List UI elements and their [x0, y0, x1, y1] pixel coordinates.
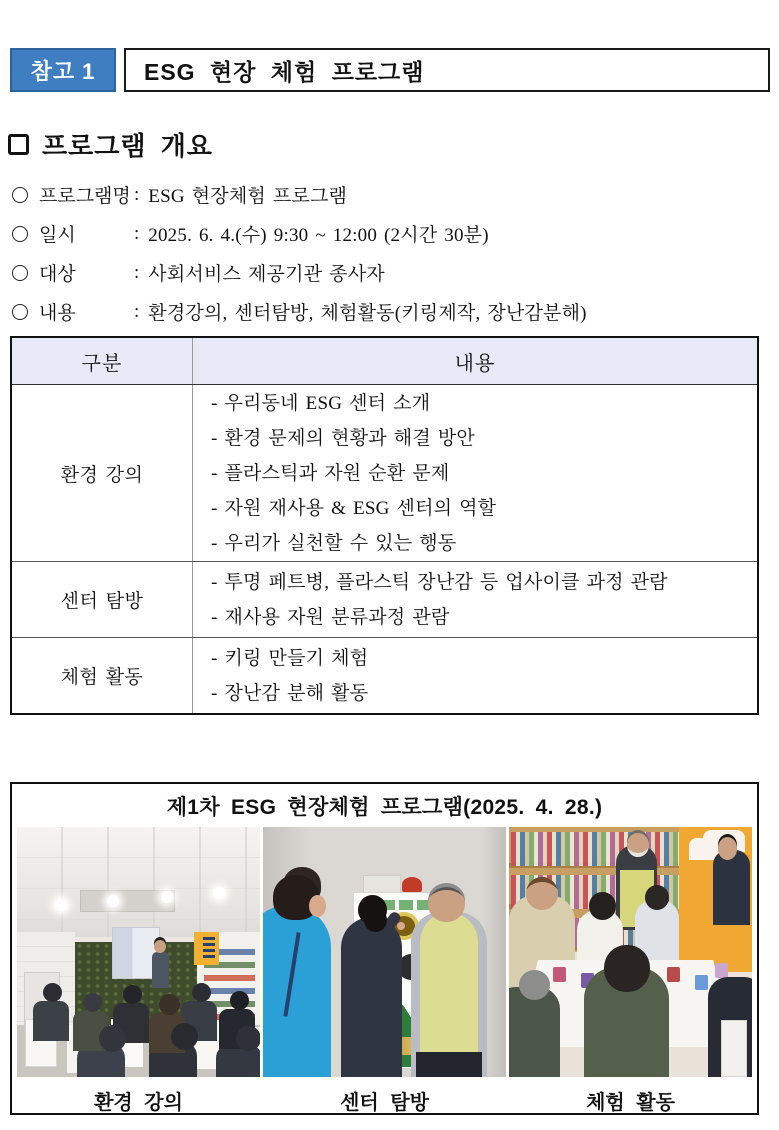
circle-bullet-icon — [12, 304, 28, 320]
photo-center-tour — [263, 827, 506, 1077]
overview-item — [12, 214, 770, 253]
content-line: - 키링 만들기 체험 — [211, 647, 369, 669]
item-colon: : — [134, 300, 140, 322]
table-row — [12, 562, 757, 638]
reference-badge: 참고 1 — [10, 48, 116, 92]
photo-caption: 환경 강의 — [94, 1092, 183, 1114]
document-title-box — [124, 48, 770, 92]
content-line: - 장난감 분해 활동 — [211, 682, 369, 704]
overview-item — [12, 292, 770, 331]
row-category: 환경 강의 — [12, 385, 193, 561]
foreground-person-left-head — [519, 970, 551, 1000]
photo-row — [17, 827, 752, 1115]
content-line: - 환경 문제의 현황과 해결 방안 — [211, 427, 475, 449]
program-table — [10, 336, 759, 715]
overview-section-header — [8, 126, 213, 163]
air-duct — [80, 890, 174, 912]
circle-bullet-icon — [12, 265, 28, 281]
row-content — [193, 638, 757, 713]
presenter-head — [154, 940, 166, 953]
audience-heads — [43, 983, 62, 1002]
row-category: 센터 탐방 — [12, 562, 193, 637]
photo-caption: 센터 탐방 — [340, 1092, 429, 1114]
item-value: ESG 현장체험 프로그램 — [148, 186, 348, 207]
document-header — [10, 48, 770, 92]
seated-person-beige-head — [526, 877, 558, 910]
section-heading: 프로그램 개요 — [42, 131, 213, 161]
table-row — [12, 638, 757, 713]
seated-person-white-head — [589, 892, 616, 920]
visitor-hand — [397, 922, 405, 930]
overview-item — [12, 175, 770, 214]
gallery-title: 제1차 ESG 현장체험 프로그램(2025. 4. 28.) — [166, 796, 603, 819]
photo-environment-lecture — [17, 827, 260, 1077]
table-header-row — [12, 338, 757, 385]
visitor-dark-jacket — [341, 917, 402, 1077]
item-colon: : — [134, 222, 140, 244]
row-content — [193, 562, 757, 637]
circle-bullet-icon — [12, 187, 28, 203]
item-colon: : — [134, 183, 140, 205]
item-colon: : — [134, 261, 140, 283]
photo-craft-activity — [509, 827, 752, 1077]
column-header-category: 구분 — [12, 338, 193, 384]
content-line: - 재사용 자원 분류과정 관람 — [211, 606, 450, 628]
sign-text — [203, 937, 215, 960]
table-row — [12, 385, 757, 562]
staff-head — [428, 887, 464, 922]
gallery-item — [263, 827, 506, 1115]
overview-list — [12, 175, 770, 331]
craft-cups — [553, 967, 566, 982]
item-label: 프로그램명 — [39, 186, 131, 207]
document-title: ESG 현장 체험 프로그램 — [144, 58, 425, 85]
item-label: 일시 — [39, 225, 76, 246]
visitor-blue-face — [309, 895, 326, 918]
square-bullet-icon — [8, 134, 29, 155]
item-value: 사회서비스 제공기관 종사자 — [148, 264, 385, 285]
track-lights — [55, 899, 67, 911]
content-line: - 플라스틱과 자원 순환 문제 — [211, 462, 450, 484]
white-chair — [721, 1020, 747, 1077]
item-label: 대상 — [39, 264, 76, 285]
presenter — [152, 952, 169, 988]
item-value: 환경강의, 센터탐방, 체험활동(키링제작, 장난감분해) — [148, 303, 587, 324]
overview-item — [12, 253, 770, 292]
ceiling-beams — [17, 827, 260, 937]
foreground-person-center-head — [604, 945, 650, 993]
visitor-blue-jacket — [263, 905, 331, 1078]
audience-bodies — [33, 1001, 69, 1041]
photo-caption: 체험 활동 — [586, 1092, 675, 1114]
row-content — [193, 385, 757, 561]
standing-man — [713, 850, 749, 925]
red-siren — [402, 877, 422, 892]
staff-head — [627, 833, 649, 857]
gallery-item — [509, 827, 752, 1115]
gallery-item — [17, 827, 260, 1115]
column-header-content: 내용 — [454, 352, 496, 375]
item-label: 내용 — [39, 303, 76, 324]
foreground-person-left — [509, 987, 560, 1077]
seated-person-light-head — [645, 885, 669, 910]
item-value: 2025. 6. 4.(수) 9:30 ~ 12:00 (2시간 30분) — [148, 225, 489, 246]
content-line: - 우리동네 ESG 센터 소개 — [211, 392, 431, 414]
content-line: - 자원 재사용 & ESG 센터의 역할 — [211, 497, 497, 519]
visitor-head — [358, 895, 387, 925]
staff-pants — [416, 1052, 482, 1077]
photo-gallery-box — [10, 782, 759, 1115]
standing-man-head — [718, 837, 737, 860]
content-line: - 투명 페트병, 플라스틱 장난감 등 업사이클 과정 관람 — [211, 571, 668, 593]
content-line: - 우리가 실천할 수 있는 행동 — [211, 532, 457, 554]
circle-bullet-icon — [12, 226, 28, 242]
row-category: 체험 활동 — [12, 638, 193, 713]
